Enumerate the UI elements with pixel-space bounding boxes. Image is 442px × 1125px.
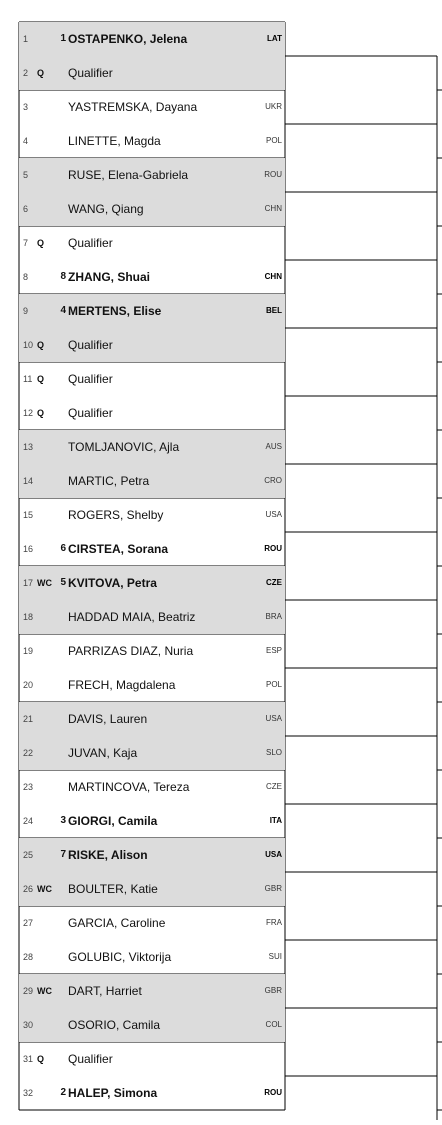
nationality: USA: [265, 714, 282, 723]
player-name: CIRSTEA, Sorana: [68, 542, 169, 556]
draw-row: [19, 566, 285, 600]
player-name: OSTAPENKO, Jelena: [68, 32, 188, 46]
nationality: USA: [265, 510, 282, 519]
player-number: 24: [23, 816, 34, 826]
player-name: MARTINCOVA, Tereza: [68, 780, 190, 794]
player-name: Qualifier: [68, 1052, 113, 1066]
nationality: POL: [265, 680, 282, 689]
draw-row: [19, 736, 285, 770]
draw-row: [19, 430, 285, 464]
player-name: LINETTE, Magda: [68, 134, 161, 148]
draw-row: [19, 294, 285, 328]
nationality: SLO: [265, 748, 282, 757]
player-name: DART, Harriet: [68, 984, 142, 998]
player-number: 11: [23, 374, 33, 384]
player-name: Qualifier: [68, 372, 113, 386]
draw-row: [19, 668, 285, 702]
nationality: LAT: [267, 34, 282, 43]
entry-type: Q: [37, 1054, 45, 1064]
player-name: GIORGI, Camila: [68, 814, 158, 828]
nationality: BRA: [265, 612, 282, 621]
player-number: 27: [23, 918, 34, 928]
player-number: 12: [23, 408, 34, 418]
player-name: Qualifier: [68, 406, 113, 420]
player-name: FRECH, Magdalena: [68, 678, 176, 692]
draw-row: [19, 906, 285, 940]
seed: 5: [60, 577, 66, 588]
nationality: POL: [265, 136, 282, 145]
player-name: Qualifier: [68, 66, 113, 80]
player-number: 30: [23, 1020, 34, 1030]
draw-row: [19, 260, 285, 294]
nationality: ROU: [264, 1088, 282, 1097]
player-number: 28: [23, 952, 34, 962]
nationality: ROU: [264, 544, 282, 553]
seed: 3: [60, 815, 66, 826]
draw-row: [19, 362, 285, 396]
entry-type: Q: [37, 408, 45, 418]
player-name: YASTREMSKA, Dayana: [68, 100, 198, 114]
player-number: 21: [23, 714, 34, 724]
nationality: CHN: [264, 204, 282, 213]
draw-row: [19, 1008, 285, 1042]
seed: 2: [60, 1087, 66, 1098]
player-name: JUVAN, Kaja: [68, 746, 138, 760]
nationality: SUI: [268, 952, 282, 961]
entry-type: WC: [37, 884, 52, 894]
player-name: WANG, Qiang: [68, 202, 144, 216]
draw-row: [19, 940, 285, 974]
player-number: 26: [23, 884, 34, 894]
player-name: ZHANG, Shuai: [68, 270, 151, 284]
draw-row: [19, 396, 285, 430]
player-number: 1: [23, 34, 29, 44]
player-number: 15: [23, 510, 34, 520]
player-number: 22: [23, 748, 34, 758]
draw-row: [19, 804, 285, 838]
player-name: RISKE, Alison: [68, 848, 148, 862]
nationality: ESP: [265, 646, 282, 655]
player-number: 8: [23, 272, 29, 282]
draw-row: [19, 702, 285, 736]
player-name: HALEP, Simona: [68, 1086, 158, 1100]
draw-row: [19, 974, 285, 1008]
player-number: 16: [23, 544, 34, 554]
draw-row: [19, 90, 285, 124]
player-name: TOMLJANOVIC, Ajla: [68, 440, 180, 454]
player-number: 4: [23, 136, 29, 146]
player-number: 31: [23, 1054, 34, 1064]
player-number: 10: [23, 340, 34, 350]
nationality: ITA: [269, 816, 282, 825]
draw-row: [19, 22, 285, 56]
player-name: Qualifier: [68, 338, 113, 352]
seed: 1: [60, 33, 66, 44]
player-name: GARCIA, Caroline: [68, 916, 166, 930]
draw-row: [19, 600, 285, 634]
player-name: DAVIS, Lauren: [68, 712, 148, 726]
nationality: USA: [265, 850, 282, 859]
player-name: KVITOVA, Petra: [68, 576, 157, 590]
player-number: 2: [23, 68, 29, 78]
player-name: PARRIZAS DIAZ, Nuria: [68, 644, 194, 658]
player-number: 13: [23, 442, 34, 452]
draw-row: [19, 1042, 285, 1076]
draw-row: [19, 532, 285, 566]
player-name: MERTENS, Elise: [68, 304, 162, 318]
draw-row: [19, 1076, 285, 1110]
nationality: CZE: [266, 578, 282, 587]
player-number: 5: [23, 170, 29, 180]
seed: 4: [60, 305, 66, 316]
player-number: 14: [23, 476, 34, 486]
nationality: FRA: [266, 918, 282, 927]
player-name: MARTIC, Petra: [68, 474, 150, 488]
nationality: BEL: [266, 306, 282, 315]
entry-type: Q: [37, 374, 45, 384]
player-number: 3: [23, 102, 29, 112]
player-number: 7: [23, 238, 29, 248]
seed: 6: [60, 543, 66, 554]
nationality: UKR: [265, 102, 282, 111]
player-number: 29: [23, 986, 34, 996]
entry-type: Q: [37, 238, 45, 248]
draw-row: [19, 498, 285, 532]
player-number: 9: [23, 306, 29, 316]
draw-row: [19, 838, 285, 872]
player-number: 20: [23, 680, 34, 690]
draw-row: [19, 56, 285, 90]
player-name: BOULTER, Katie: [68, 882, 158, 896]
nationality: GBR: [264, 986, 282, 995]
player-name: OSORIO, Camila: [68, 1018, 161, 1032]
entry-type: Q: [37, 68, 45, 78]
seed: 7: [60, 849, 66, 860]
player-number: 17: [23, 578, 34, 588]
nationality: CHN: [264, 272, 282, 281]
draw-row: [19, 226, 285, 260]
player-number: 19: [23, 646, 34, 656]
draw-row: [19, 328, 285, 362]
nationality: GBR: [264, 884, 282, 893]
nationality: AUS: [265, 442, 282, 451]
nationality: CRO: [264, 476, 282, 485]
draw-row: [19, 872, 285, 906]
entry-type: Q: [37, 340, 45, 350]
player-name: ROGERS, Shelby: [68, 508, 164, 522]
seed: 8: [60, 271, 66, 282]
draw-row: [19, 192, 285, 226]
draw-row: [19, 770, 285, 804]
player-number: 25: [23, 850, 34, 860]
entry-type: WC: [37, 578, 52, 588]
entry-type: WC: [37, 986, 52, 996]
player-number: 32: [23, 1088, 34, 1098]
player-name: Qualifier: [68, 236, 113, 250]
player-name: RUSE, Elena-Gabriela: [68, 168, 189, 182]
draw-row: [19, 634, 285, 668]
player-name: HADDAD MAIA, Beatriz: [68, 610, 196, 624]
draw-row: [19, 158, 285, 192]
nationality: ROU: [264, 170, 282, 179]
player-name: GOLUBIC, Viktorija: [68, 950, 172, 964]
draw-row: [19, 124, 285, 158]
nationality: CZE: [266, 782, 282, 791]
player-number: 23: [23, 782, 34, 792]
player-number: 18: [23, 612, 34, 622]
draw-row: [19, 464, 285, 498]
nationality: COL: [265, 1020, 282, 1029]
player-number: 6: [23, 204, 29, 214]
